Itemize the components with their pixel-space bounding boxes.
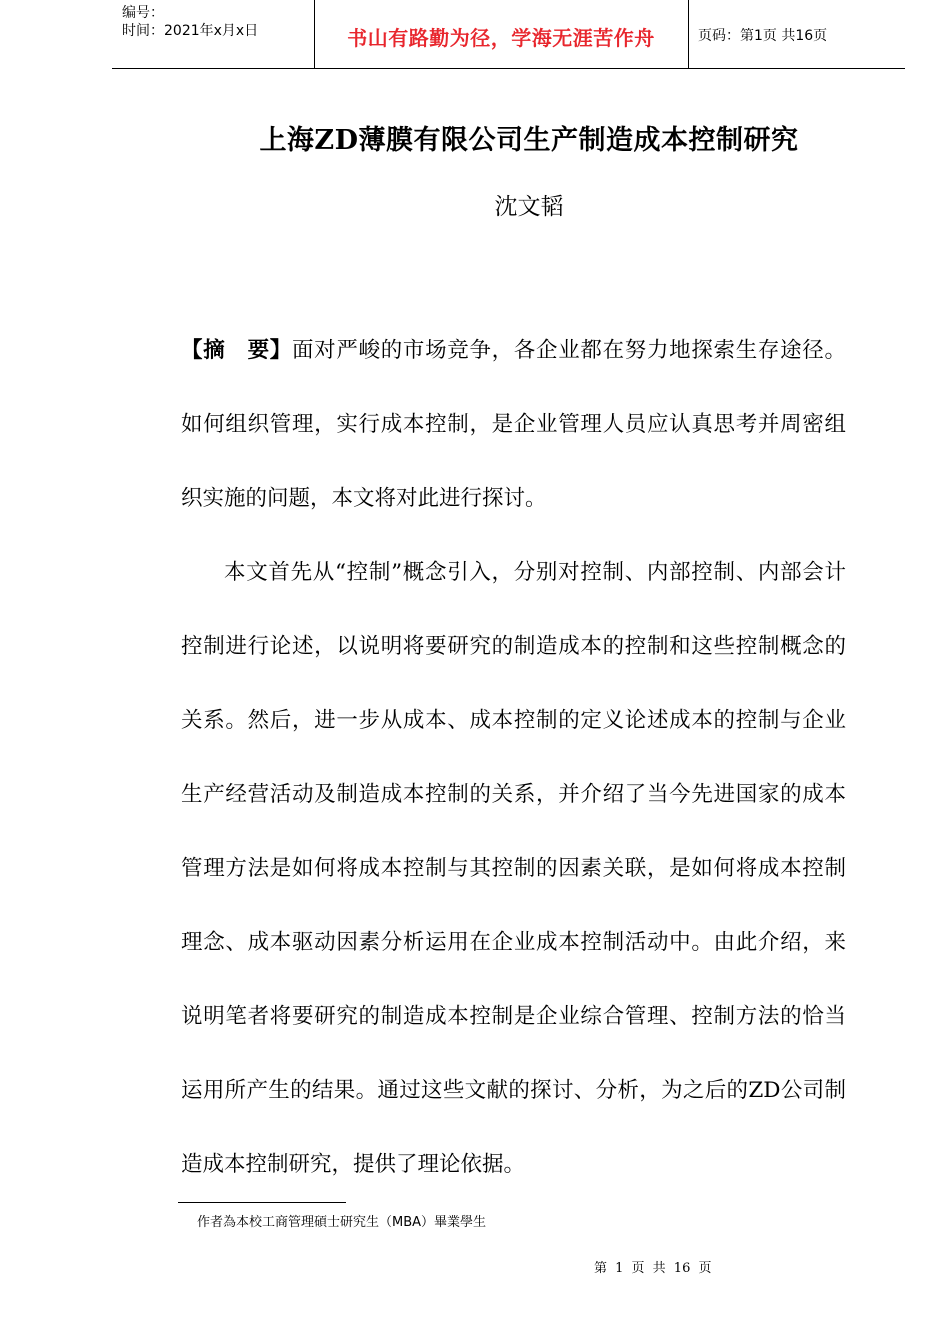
page-number-footer: 第 1 页 共 16 页 <box>594 1261 712 1276</box>
body-paragraph: 本文首先从“控制”概念引入，分别对控制、内部控制、内部会计控制进行论述，以说明将要研究的制造成本的控制和这些控制概念的关系。然后，进一步从成本、成本控制的定义论述成本的控制与企业生产经营活动及制造成本控制的关系，并介绍了当今先进国家的成本管理方法是如何将成本控制与其控制的因素关联，是如何将成本控制理念、成本驱动因素分析运用在企业成本控制活动中。由此介绍，来说明笔者将要研究的制造成本控制是企业综合管理、控制方法的恰当运用所产生的结果。通过这些文献的探讨、分析，为之后的ZD公司制造成本控制研究，提供了理论依据。 <box>181 560 846 1177</box>
document-time-label: 时间：2021年x月x日 <box>122 23 259 39</box>
header-motto-cell <box>314 0 689 68</box>
header-motto: 书山有路勤为径，学海无涯苦作舟 <box>347 26 655 50</box>
footnote-divider <box>178 1202 346 1203</box>
document-number-label: 编号： <box>122 5 164 21</box>
document-header <box>112 0 905 69</box>
document-title: 上海ZD薄膜有限公司生产制造成本控制研究 <box>259 125 799 156</box>
header-page-info: 页码：第1页 共16页 <box>698 28 828 44</box>
footnote: 作者為本校工商管理碩士研究生（MBA）畢業學生 <box>197 1215 487 1230</box>
abstract-paragraph <box>181 314 846 536</box>
header-meta-cell <box>112 0 315 68</box>
document-author: 沈文韬 <box>494 194 564 220</box>
abstract-label: 【摘 要】 <box>181 338 292 363</box>
header-page-cell <box>688 0 905 68</box>
abstract-text: 面对严峻的市场竞争，各企业都在努力地探索生存途径。如何组织管理，实行成本控制，是企业管理人员应认真思考并周密组织实施的问题，本文将对此进行探讨。 <box>181 338 846 511</box>
document-body <box>181 314 846 1202</box>
